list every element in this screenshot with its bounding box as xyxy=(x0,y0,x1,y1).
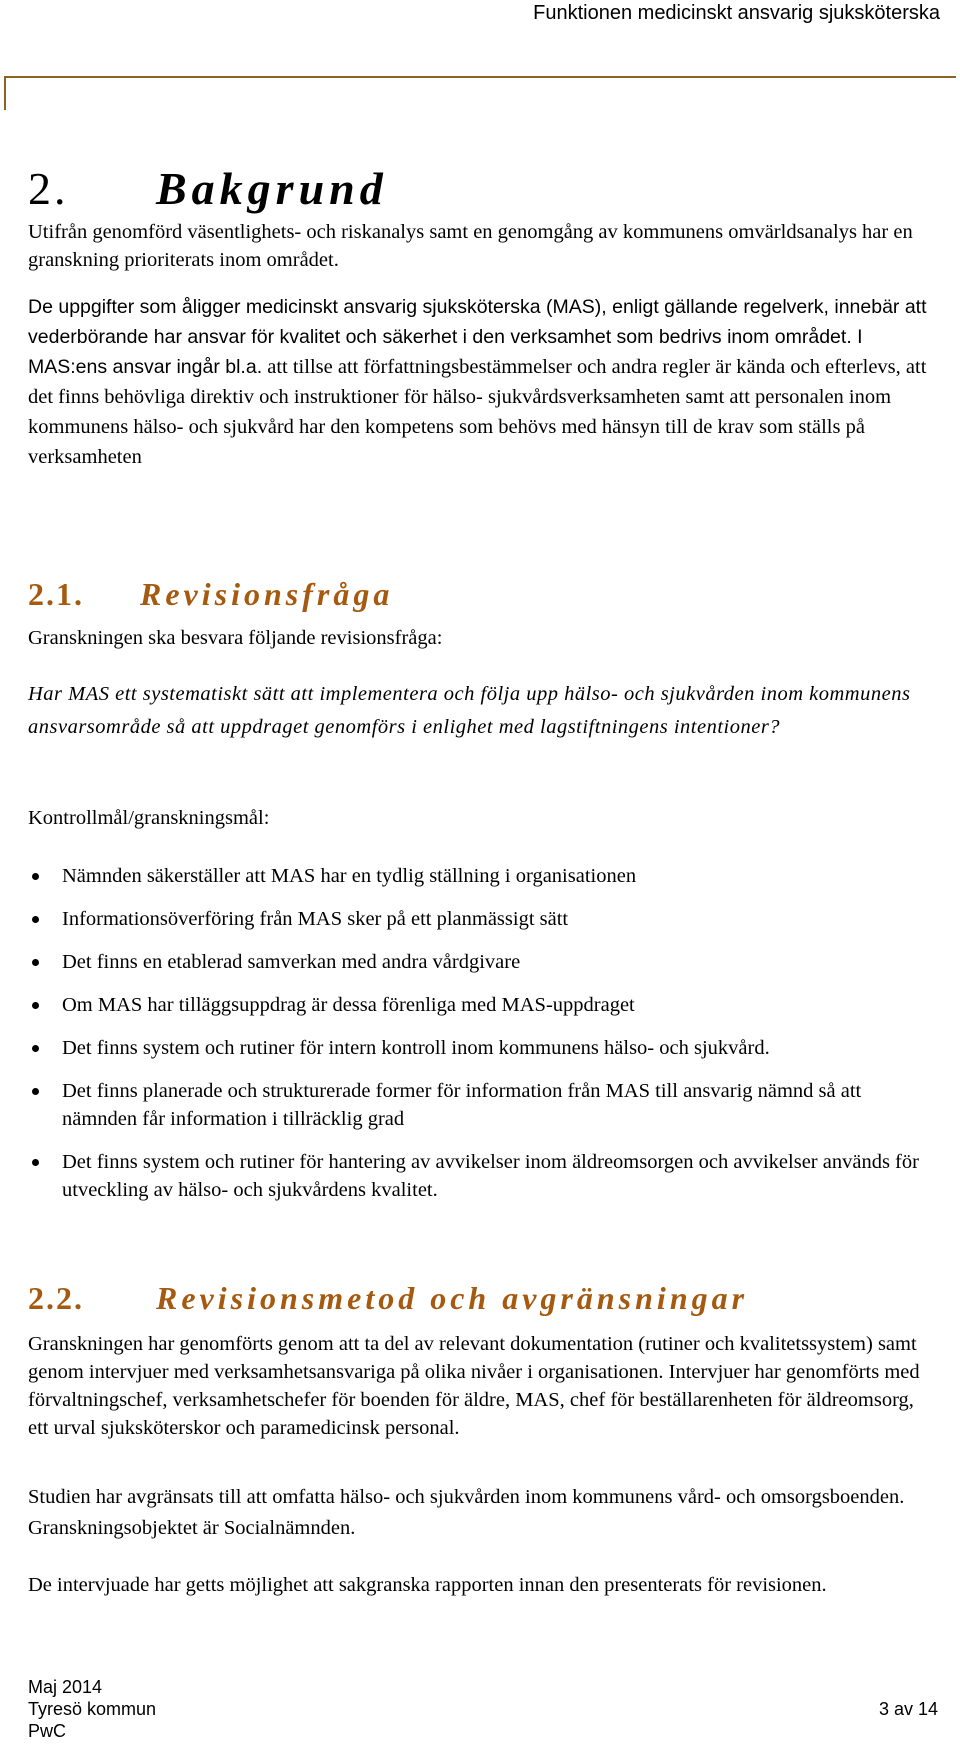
footer-company: PwC xyxy=(28,1721,67,1741)
subsection-1-title: Revisionsfråga xyxy=(140,576,394,612)
list-item: Det finns system och rutiner för hantering av avvikelser inom äldreomsorgen och avvikelser används för utveckling av hälso- och sjukvårdens kvalitet. xyxy=(28,1148,938,1204)
goals-list xyxy=(28,862,938,1204)
revision-question: Har MAS ett systematiskt sätt att implementera och följa upp hälso- och sjukvården inom kommunens ansvarsområde så att uppdraget genomförs i enlighet med lagstiftningens intentioner? xyxy=(28,683,911,738)
list-item: Det finns en etablerad samverkan med andra vårdgivare xyxy=(28,948,938,976)
section-number: 2. xyxy=(28,163,69,214)
method-paragraph: Granskningen har genomförts genom att ta del av relevant dokumentation (rutiner och kvalitetssystem) samt genom intervjuer med verksamhetsansvariga på olika nivåer i organisationen. Intervjuer har genomförts med förvaltningschef, verksamhetschefer för boenden för äldre, MAS, chef för beställarenheten för äldreomsorg, ett urval sjuksköterskor och paramedicinsk personal. xyxy=(28,1333,920,1439)
subsection-1-heading xyxy=(28,576,393,613)
list-item: Det finns system och rutiner för intern kontroll inom kommunens hälso- och sjukvård. xyxy=(28,1034,938,1062)
running-header: Funktionen medicinskt ansvarig sjuksköterska xyxy=(533,2,940,24)
page-footer xyxy=(28,1676,938,1742)
page-number: 3 av 14 xyxy=(878,1699,938,1719)
list-item: Det finns planerade och strukturerade former för information från MAS till ansvarig nämnd så att nämnden får information i tillräcklig grad xyxy=(28,1077,938,1133)
header-rule-tick xyxy=(4,76,6,110)
subsection-2-title: Revisionsmetod och avgränsningar xyxy=(156,1280,749,1316)
intro-paragraph: Utifrån genomförd väsentlighets- och riskanalys samt en genomgång av kommunens omvärldsanalys har en granskning prioriterats inom området. xyxy=(28,221,913,271)
goals-label: Kontrollmål/granskningsmål: xyxy=(28,807,270,829)
section-heading xyxy=(28,162,388,215)
list-item: Om MAS har tilläggsuppdrag är dessa förenliga med MAS-uppdraget xyxy=(28,991,938,1019)
scope-paragraph: Studien har avgränsats till att omfatta hälso- och sjukvården inom kommunens vård- och omsorgsboenden. Granskningsobjektet är Socialnämnden. xyxy=(28,1486,905,1539)
mas-paragraph xyxy=(28,292,938,472)
section-title: Bakgrund xyxy=(156,163,388,214)
header-rule xyxy=(4,76,956,78)
mas-paragraph-lead: De uppgifter som åligger medicinskt ansvarig sjuksköterska (MAS), enligt gällande regelverk, innebär att vederbörande har ansvar för kvalitet och säkerhet i den verksamhet som bedrivs inom området. I MAS:ens ansvar ingår bl.a. xyxy=(28,296,927,378)
review-paragraph: De intervjuade har getts möjlighet att sakgranska rapporten innan den presenterats för revisionen. xyxy=(28,1574,827,1596)
list-item: Informationsöverföring från MAS sker på ett planmässigt sätt xyxy=(28,905,938,933)
footer-date: Maj 2014 xyxy=(28,1677,103,1697)
list-item: Nämnden säkerställer att MAS har en tydlig ställning i organisationen xyxy=(28,862,938,890)
mas-paragraph-cont: att tillse att författningsbestämmelser och andra regler är kända och efterlevs, att det finns behövliga direktiv och instruktioner för hälso- sjukvårdsverksamheten samt att personalen inom kommunens hälso- och sjukvård har den kompetens som behövs med hänsyn till de krav som ställs på verksamheten xyxy=(28,356,927,468)
subsection-2-heading xyxy=(28,1280,748,1317)
subsection-2-number: 2.2. xyxy=(28,1280,84,1316)
footer-org: Tyresö kommun xyxy=(28,1699,157,1719)
question-lead: Granskningen ska besvara följande revisionsfråga: xyxy=(28,627,443,649)
subsection-1-number: 2.1. xyxy=(28,576,84,612)
